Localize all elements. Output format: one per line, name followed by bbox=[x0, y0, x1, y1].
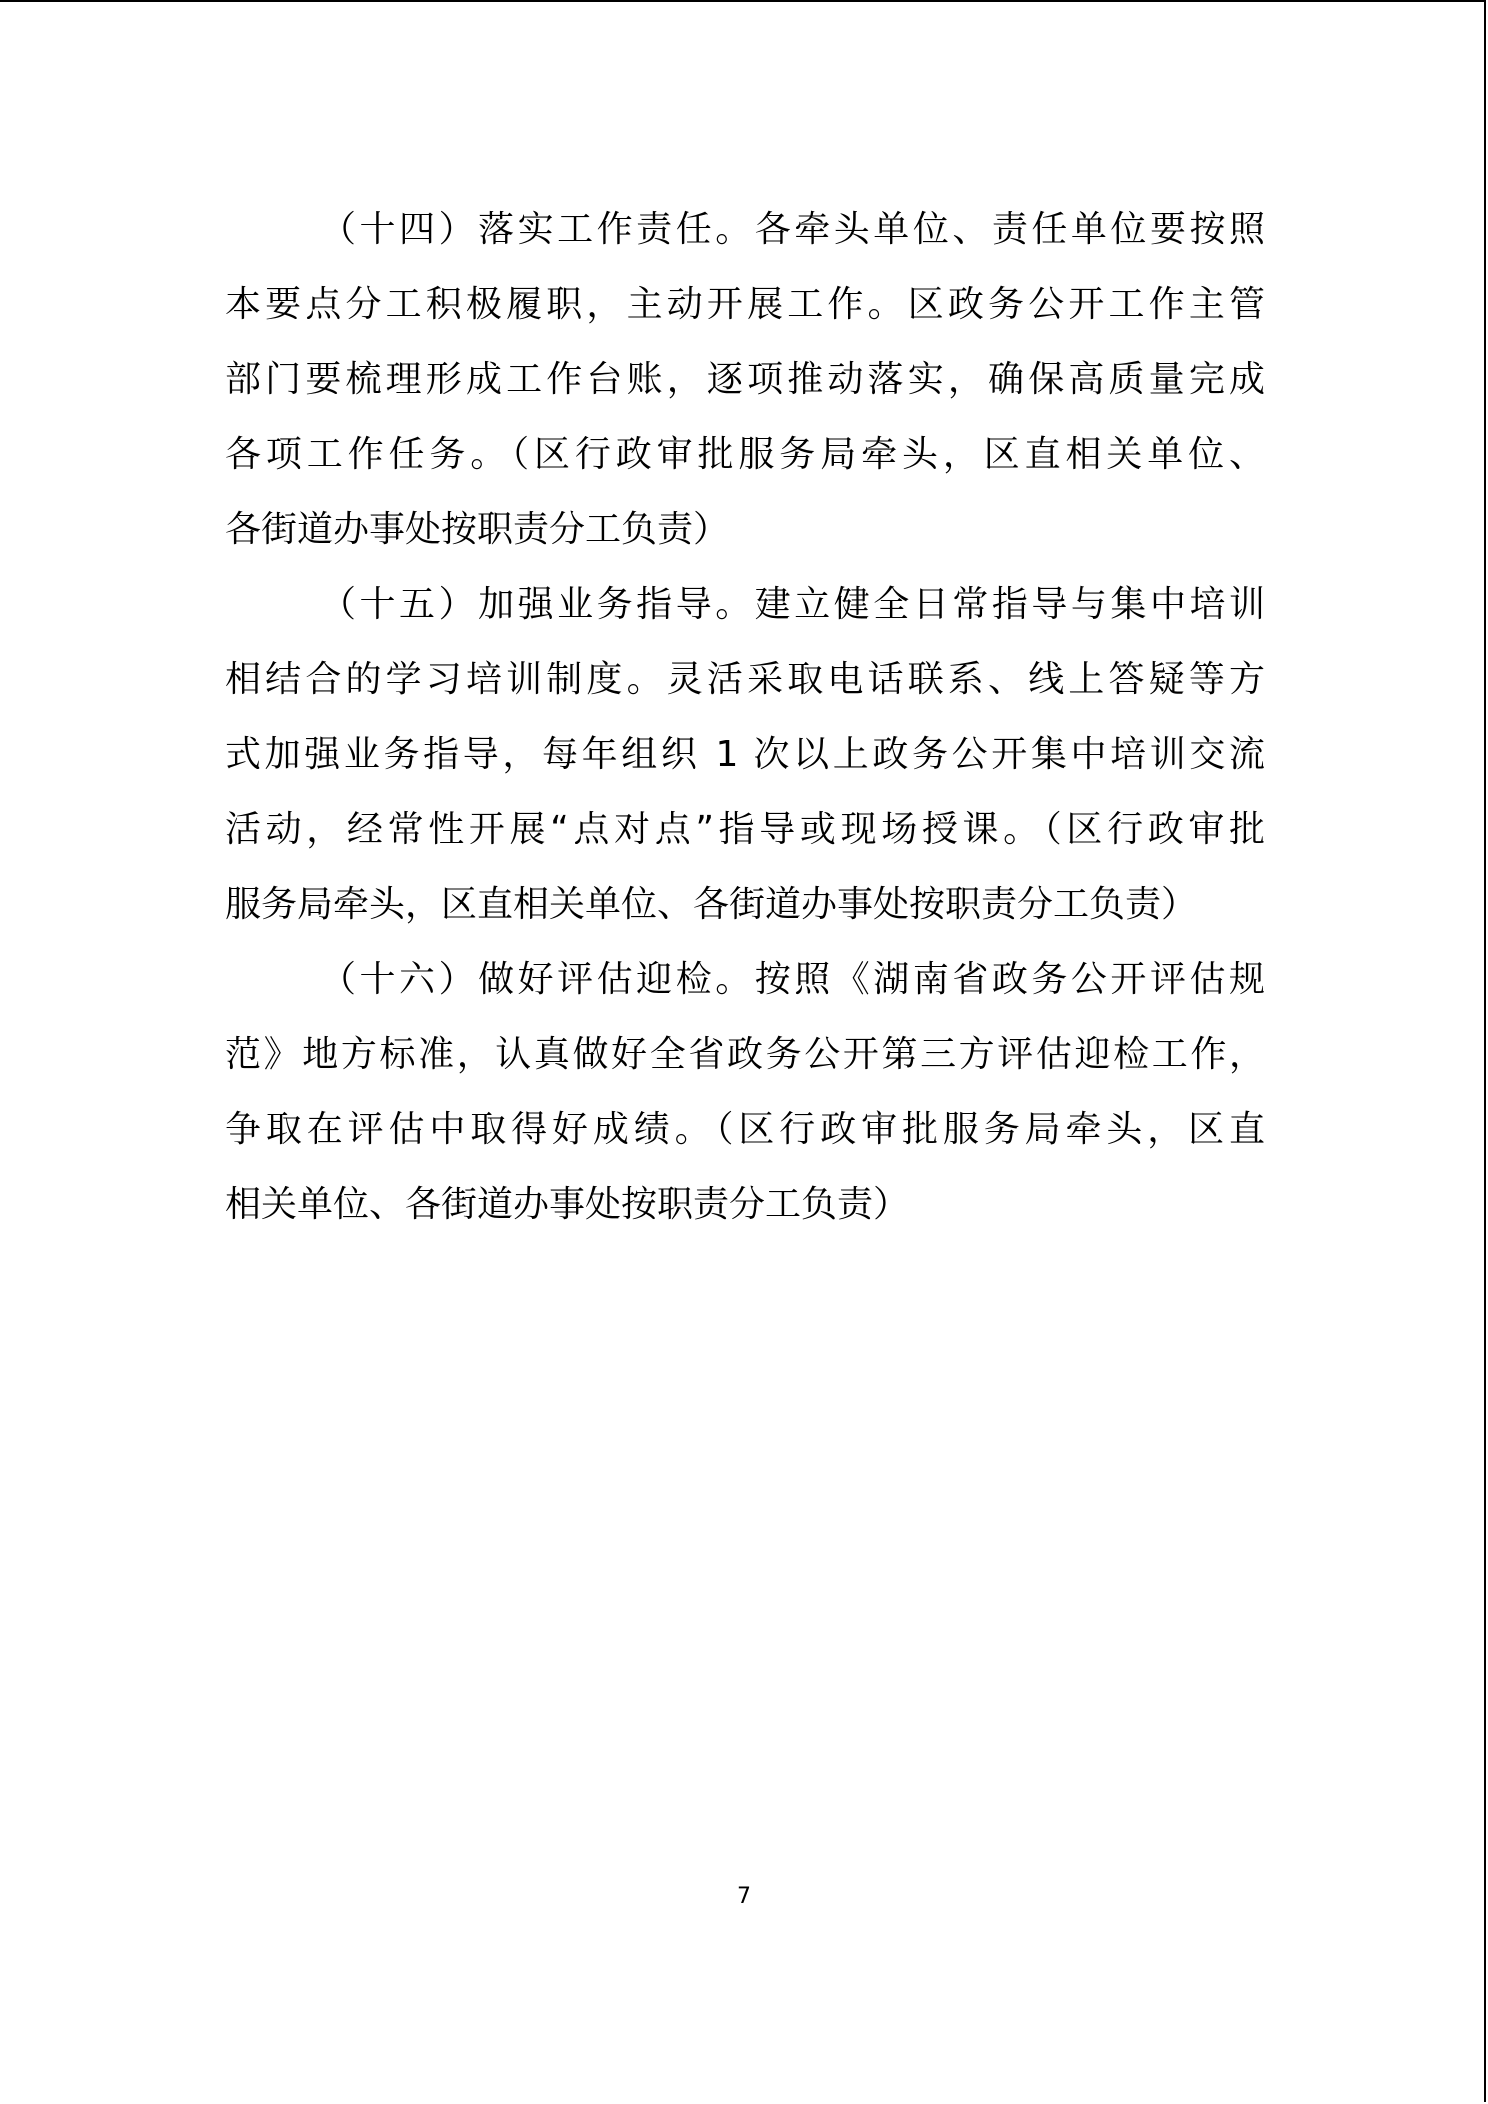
paragraph-16-line-1: （十六）做好评估迎检。按照《湖南省政务公开评估规 bbox=[320, 959, 1265, 1000]
paragraph-16-line-4: 相关单位、各街道办事处按职责分工负责） bbox=[225, 1184, 910, 1225]
paragraph-15-line-4: 活动，经常性开展“点对点”指导或现场授课。（区行政审批 bbox=[225, 809, 1265, 850]
paragraph-14-line-1: （十四）落实工作责任。各牵头单位、责任单位要按照 bbox=[320, 209, 1265, 250]
paragraph-14-line-3: 部门要梳理形成工作台账，逐项推动落实，确保高质量完成 bbox=[225, 359, 1265, 400]
paragraph-15-line-2: 相结合的学习培训制度。灵活采取电话联系、线上答疑等方 bbox=[225, 659, 1265, 700]
paragraph-15-line-1: （十五）加强业务指导。建立健全日常指导与集中培训 bbox=[320, 584, 1265, 625]
paragraph-14-line-4: 各项工作任务。（区行政审批服务局牵头，区直相关单位、 bbox=[225, 434, 1265, 475]
paragraph-16-line-3: 争取在评估中取得好成绩。（区行政审批服务局牵头，区直 bbox=[225, 1109, 1265, 1150]
paragraph-14-line-5: 各街道办事处按职责分工负责） bbox=[225, 509, 730, 550]
page-number: 7 bbox=[737, 1884, 751, 1909]
paragraph-16-line-2: 范》地方标准，认真做好全省政务公开第三方评估迎检工作， bbox=[225, 1034, 1265, 1075]
paragraph-14-line-2: 本要点分工积极履职，主动开展工作。区政务公开工作主管 bbox=[225, 284, 1265, 325]
paragraph-15-line-3: 式加强业务指导，每年组织 1 次以上政务公开集中培训交流 bbox=[225, 734, 1265, 775]
paragraph-15-line-5: 服务局牵头，区直相关单位、各街道办事处按职责分工负责） bbox=[225, 884, 1198, 925]
